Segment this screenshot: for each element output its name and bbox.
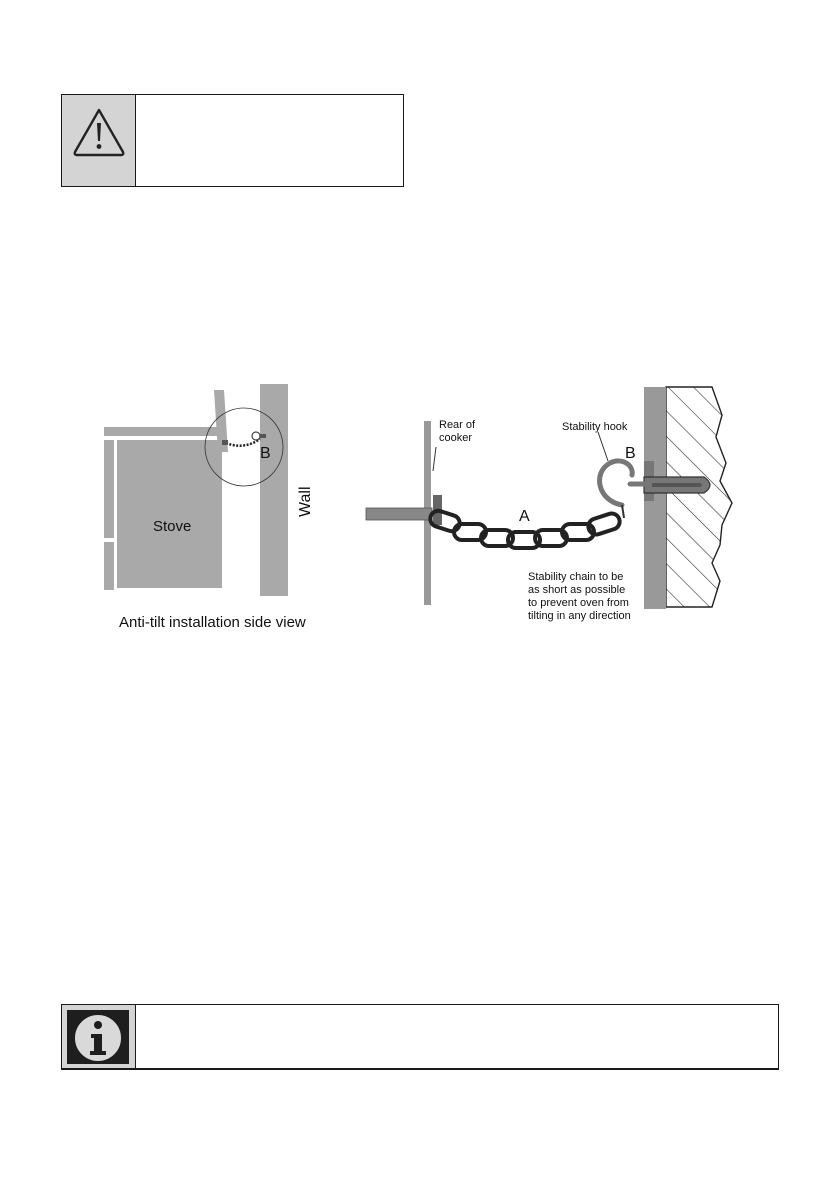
cabinet-strip-upper bbox=[104, 440, 114, 538]
chain-note-line2: as short as possible bbox=[528, 584, 626, 596]
stability-hook bbox=[600, 461, 648, 505]
wall-label: Wall bbox=[297, 486, 314, 517]
cooker-bar bbox=[366, 508, 432, 520]
masonry-hatch bbox=[666, 387, 732, 607]
warning-icon-cell bbox=[62, 95, 136, 186]
side-view-caption: Anti-tilt installation side view bbox=[119, 614, 306, 631]
anti-tilt-side-view bbox=[96, 380, 326, 632]
wall bbox=[260, 384, 288, 596]
hook-label-detail: B bbox=[625, 445, 636, 462]
info-icon bbox=[71, 1009, 125, 1067]
chain-note-line1: Stability chain to be bbox=[528, 571, 624, 583]
cabinet-strip-lower bbox=[104, 542, 114, 590]
anti-tilt-detail-view bbox=[360, 385, 750, 625]
stove-body bbox=[117, 440, 222, 588]
info-box bbox=[61, 1004, 779, 1070]
rear-label-line1: Rear of bbox=[439, 419, 476, 431]
warning-box bbox=[61, 94, 404, 187]
info-icon-cell bbox=[62, 1005, 136, 1068]
warning-triangle-icon bbox=[71, 106, 127, 162]
countertop bbox=[104, 427, 222, 436]
chain-note-line4: tilting in any direction bbox=[528, 610, 631, 622]
rear-label-line2: cooker bbox=[439, 432, 473, 444]
chain-note-line3: to prevent oven from bbox=[528, 597, 629, 609]
chain-label: A bbox=[519, 508, 530, 525]
hook-label-small: B bbox=[260, 445, 271, 462]
stove-label: Stove bbox=[153, 518, 192, 535]
hook-title: Stability hook bbox=[562, 421, 628, 433]
hook-leader-line bbox=[598, 432, 608, 461]
rear-leader-line bbox=[433, 447, 436, 471]
